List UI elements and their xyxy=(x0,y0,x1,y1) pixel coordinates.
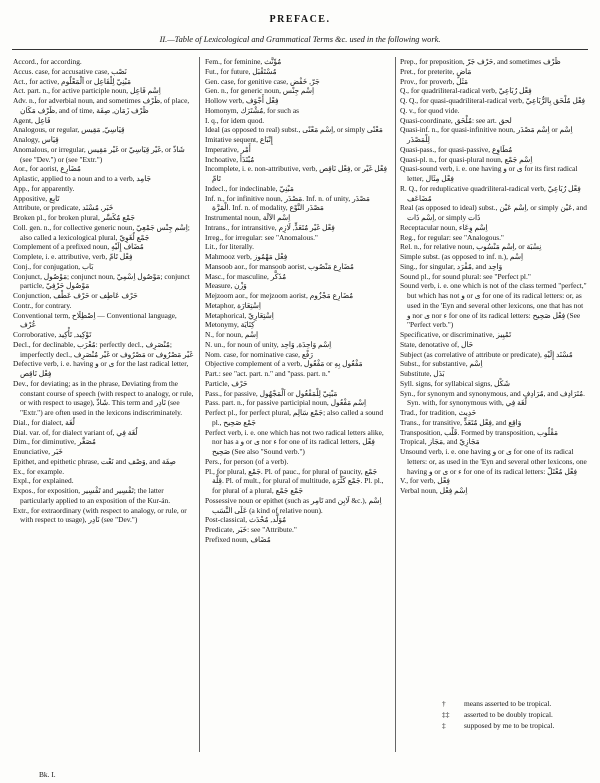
glossary-entry: Prefixed noun, مُضَاف xyxy=(205,534,271,544)
glossary-entry: Mejzoom aor., for mejzoom aorist, مُضَارِع مَجْزُوم xyxy=(205,291,354,300)
glossary-entry: Sing., for singular, مُفْرَد, and وَاحِد xyxy=(400,261,503,271)
legend-row xyxy=(442,709,592,720)
legend-text: asserted to be doubly tropical. xyxy=(464,710,553,719)
glossary-entry: Pass., for passive, اَلْمَجْهُول or مَبْنِيّ لِلْمَفْعُول xyxy=(205,388,338,398)
glossary-entry: Analogous, or regular, قِيَاسِيّ, مَقِيس xyxy=(13,125,125,135)
glossary-entry: Gen. case, for genitive case, جَرّ, خَفْض xyxy=(205,76,320,86)
glossary-entry: Agent, فَاعِل xyxy=(13,115,51,125)
glossary-entry: Indecl., for indeclinable, مَبْنِيّ xyxy=(205,183,294,193)
glossary-entry: Lit., for literally. xyxy=(205,242,254,252)
glossary-entry: Q. v., for quod vide. xyxy=(400,105,460,115)
glossary-entry: Dial., for dialect, لُغَة xyxy=(13,417,75,427)
glossary-entry: I. q., for idem quod. xyxy=(205,115,265,125)
glossary-entry: State, denotative of, حَال xyxy=(400,339,474,349)
glossary-entry: Quasi-coordinate, مُلْحَق: see art. لحق xyxy=(400,115,512,125)
legend-symbol: ‡‡ xyxy=(442,710,450,719)
glossary-entry: Measure, وَزْن xyxy=(205,281,247,291)
glossary-entry: Possessive noun or epithet (such as تَامِر and لَابِن &c.), اِسْم عَلَى النَّسَب (a kind of relative noun). xyxy=(205,495,382,515)
glossary-entry: Transposition, قَلْب. Formed by transposition, مَقْلُوب xyxy=(400,427,558,437)
glossary-entry: Objective complement of a verb, مَفْعُول or مَفْعُول بِهِ xyxy=(205,359,363,369)
glossary-entry: Coll. gen. n., for collective generic noun, اِسْم جِنْس جَمْعِيّ; also called a lexicological plural, جَمْع لُغَوِيّ xyxy=(13,222,190,242)
legend-symbol: † xyxy=(442,699,446,708)
glossary-entry: Dial. var. of, for dialect variant of, لُغَة فِي xyxy=(13,427,138,437)
table-title: II.—Table of Lexicological and Grammatical Terms &c. used in the following work. xyxy=(159,35,441,44)
glossary-entry: Accord., for according. xyxy=(13,57,82,66)
glossary-entry: Act. part. n., for active participle noun, اِسْم فَاعِل xyxy=(13,86,161,96)
glossary-entry: Specificative, or discriminative, تَمْيِيز xyxy=(400,330,512,339)
running-head: PREFACE. xyxy=(269,14,331,25)
glossary-entry: Q. Q., for quasi-quadriliteral-radical verb, فِعْل مُلْحَق بِالرُّبَاعِيّ xyxy=(400,96,586,105)
glossary-entry: Prov., for proverb, مَثَل xyxy=(400,76,468,86)
glossary-entry: Imperative, أَمْر xyxy=(205,144,251,154)
glossary-entry: V., for verb, فِعْل xyxy=(400,476,450,486)
glossary-entry: Irreg., for irregular: see "Anomalous." xyxy=(205,232,318,242)
glossary-entry: Verbal noun, اِسْم فِعْل xyxy=(400,486,468,495)
glossary-entry: Incomplete, i. e. non-attributive, verb, فِعْل نَاقِص, or فِعْل غَيْر تَامّ xyxy=(205,164,387,183)
glossary-entry: Pret., for preterite, مَاضٍ xyxy=(400,66,472,76)
glossary-entry: Perfect verb, i. e. one which has not two radical letters alike, nor has a و or ى nor ء for one of its radical letters, فِعْل صَحِيح (See also "Sound verb.") xyxy=(205,427,384,456)
glossary-entry: Defective verb, i. e. having و or ى for the last radical letter, فِعْل نَاقِص xyxy=(13,359,189,378)
glossary-entry: Gen. n., for generic noun, اِسْم جِنْس xyxy=(205,86,315,96)
glossary-entry: Homonym, مُشْتَرَك, for such as xyxy=(205,105,299,115)
glossary-entry: Simple subst. (as opposed to inf. n.), اِسْم xyxy=(400,252,523,261)
glossary-entry: Syll. signs, for syllabical signs, شَكْل xyxy=(400,378,510,388)
glossary-entry: Q., for quadriliteral-radical verb, فِعْل رُبَاعِيّ xyxy=(400,86,532,96)
glossary-entry: Complete, i. e. attributive, verb, فِعْل تَامّ xyxy=(13,252,133,261)
column-divider xyxy=(199,57,200,752)
glossary-entry: N., for noun, اِسْم xyxy=(205,330,258,339)
glossary-entry: Extr., for extraordinary (with respect to analogy, or rule, or with respect to usage), نَادِر (see "Dev.") xyxy=(13,505,187,525)
glossary-entry: Quasi-sound verb, i. e. one having و or ى for its first radical letter, فِعْل مِثَال xyxy=(400,164,578,183)
glossary-entry: Perfect pl., for perfect plural, جَمْع سَالِم; also called a sound pl., جَمْع صَحِيح xyxy=(205,408,384,427)
glossary-entry: Pers., for person (of a verb). xyxy=(205,456,289,466)
glossary-entry: Instrumental noun, اِسْم الآلَة xyxy=(205,213,291,222)
glossary-entry: Ex., for example. xyxy=(13,466,65,476)
glossary-entry: Rel. n., for relative noun, اِسْم مَنْسُوب, or نِسْبَة xyxy=(400,242,542,252)
legend-row xyxy=(442,698,592,709)
legend-text: supposed by me to be tropical. xyxy=(464,721,555,730)
glossary-entry: Aplastic, applied to a noun and to a verb, جَامِد xyxy=(13,174,152,183)
glossary-entry: Syn., for synonym and synonymous, and مُرَادِف, and مُتَرَادِف. Syn. with, for synonymous with, لُغَة فِي xyxy=(400,388,585,408)
glossary-entry: Quasi-pl. n., for quasi-plural noun, اِسْم جَمْع xyxy=(400,154,533,164)
glossary-column-3 xyxy=(400,57,588,752)
glossary-entry: R. Q., for reduplicative quadriliteral-radical verb, فِعْل رُبَاعِيّ مُضَاعَف xyxy=(400,183,581,203)
glossary-entry: Adv. n., for adverbial noun, and sometimes ظَرْف, of place, ظَرْف مَكَان, and of time, ظَرْف زَمَان, صِفَة xyxy=(13,96,190,115)
glossary-entry: Fut., for future, مُسْتَقْبَل xyxy=(205,66,277,76)
glossary-entry: Receptacular noun, اِسْم وِعَاء xyxy=(400,222,488,232)
glossary-entry: Analogy, قِيَاس xyxy=(13,135,59,144)
glossary-entry: Tropical, مَجَاز, and مَجَازِيّ xyxy=(400,437,480,447)
glossary-entry: Expl., for explained. xyxy=(13,476,74,486)
glossary-entry: Substitute, بَدَل xyxy=(400,369,445,378)
glossary-entry: Accus. case, for accusative case, نَصْب xyxy=(13,66,127,76)
glossary-entry: Attribute, or predicate, خَبَر, مُسْنَد xyxy=(13,203,114,213)
glossary-entry: Subst., for substantive, اِسْم xyxy=(400,359,483,369)
glossary-entry: Conjunct, مَوْصُول; conjunct noun, مَوْصُول اِسْمِيّ; conjunct particle, مَوْصُول حَرْفِيّ xyxy=(13,271,190,291)
glossary-entry: Intrans., for intransitive, فِعْل غَيْر مُتَعَدٍّ, لَازِم xyxy=(205,222,335,232)
glossary-entry: Predicate, خَبَر: see "Attribute." xyxy=(205,525,297,534)
glossary-entry: Hollow verb, فِعْل أَجْوَف xyxy=(205,96,279,105)
glossary-entry: Unsound verb, i. e. one having و or ى for one of its radical letters: or, as used in the 'Eyn and several other lexicons, one having و or ى or ء for one of its radical letters: فِعْل مُعْتَلّ xyxy=(400,447,587,476)
glossary-entry: Enunciative, خَبَر xyxy=(13,447,63,456)
glossary-entry: Appositive, تَابِع xyxy=(13,193,60,203)
glossary-entry: App., for apparently. xyxy=(13,183,75,193)
column-divider xyxy=(395,57,396,752)
glossary-entry: Masc., for masculine, مُذَكَّر xyxy=(205,271,287,281)
glossary-column-2 xyxy=(205,57,390,752)
signature-mark: Bk. I. xyxy=(39,770,56,779)
glossary-entry: Metonymy, كِنَايَة xyxy=(205,320,255,330)
glossary-column-1 xyxy=(13,57,194,752)
glossary-entry: Mahmooz verb, فِعْل مَهْمُوز xyxy=(205,252,288,261)
glossary-entry: Aor., for aorist, مُضَارِع xyxy=(13,164,81,174)
glossary-entry: Fem., for feminine, مُؤَنَّث xyxy=(205,57,282,66)
glossary-entry: Sound pl., for sound plural: see "Perfect pl." xyxy=(400,271,531,281)
glossary-entry: Inf. n., for infinitive noun, مَصْدَر. Inf. n. of unity, مَصْدَر الْمَرَّة. Inf. n. of modality, مَصْدَر النَّوْع xyxy=(205,193,370,213)
glossary-entry: Conjunction, حَرْف عَطْف or حَرْف عَاطِف xyxy=(13,291,138,300)
glossary-entry: Metaphor, اِسْتِعَارَة xyxy=(205,300,261,310)
glossary-entry: Epithet, and epithetic phrase, نَعْت and وَصْف, and صِفَة xyxy=(13,456,176,466)
glossary-entry: Conventional term, اِصْطِلَاح — Conventional language, عُرْف xyxy=(13,310,177,330)
glossary-entry: Reg., for regular: see "Analogous." xyxy=(400,232,504,242)
glossary-entry: Subject (as correlative of attribute or predicate), مُسْنَد إِلَيْهِ xyxy=(400,349,573,359)
glossary-entry: Quasi-pass., for quasi-passive, مُطَاوِع xyxy=(400,144,513,154)
glossary-entry: Pass. part. n., for passive participial noun, اِسْم مَفْعُول xyxy=(205,398,367,408)
glossary-entry: Anomalous, or irregular, غَيْر مَقِيس or غَيْر قِيَاسِيّ, or شَاذّ (see "Dev.") or (see "Extr.") xyxy=(13,144,185,164)
glossary-entry: Act., for active, اَلْمَعْلُوم or مَبْنِيّ لِلْفَاعِل xyxy=(13,76,131,86)
glossary-entry: Particle, حَرْف xyxy=(205,378,248,388)
legend-symbol: ‡ xyxy=(442,721,446,730)
glossary-entry: Dim., for diminutive, مُصَغَّر xyxy=(13,437,96,447)
glossary-entry: Prep., for preposition, حَرْف جَرّ, and sometimes ظَرْف xyxy=(400,57,561,66)
header-rule xyxy=(12,49,588,50)
glossary-entry: Quasi-inf. n., for quasi-infinitive noun, اِسْم مَصْدَر or اِسْم لِلْمَصْدَر xyxy=(400,125,573,144)
glossary-entry: Dev., for deviating; as in the phrase, Deviating from the constant course of speech (with respect to analogy, or rule, or with respect to usage), شَاذّ. This term and نَادِر (see "Extr.") are often used in the lexicons indiscriminately. xyxy=(13,378,194,417)
glossary-entry: Sound verb, i. e. one which is not of the class termed "perfect," but which has not و or ى for one of its radical letters: or, as used in the 'Eyn and several other lexicons, one that has not و nor ى nor ء for one of its radical letters: فِعْل صَحِيح (See "Perfect verb.") xyxy=(400,281,587,330)
glossary-entry: Decl., for declinable, مُعْرَب: perfectly decl., مُنْصَرِف; imperfectly decl., غَيْر مُنْصَرِف or مَصْرُوف or غَيْر مَصْرُوف xyxy=(13,339,194,359)
glossary-entry: Broken pl., for broken plural, جَمْع مُكَسَّر xyxy=(13,213,136,222)
glossary-entry: Post-classical, مُوَلَّد, مُحْدَث xyxy=(205,515,287,525)
glossary-entry: Ideal (as opposed to real) subst., اِسْم مَعْنًى, or simply مَعْنًى xyxy=(205,125,383,135)
glossary-entry: N. un., for noun of unity, اِسْم وَاحِدَة, وَاحِد xyxy=(205,339,332,349)
legend-text: means asserted to be tropical. xyxy=(464,699,552,708)
glossary-entry: Real (as opposed to ideal) subst., اِسْم عَيْن, or simply عَيْن, and اِسْم ذَات, or simply ذَات xyxy=(400,203,587,222)
glossary-entry: Complement of a prefixed noun, مُضَاف إِلَيْهِ xyxy=(13,242,144,252)
glossary-entry: Corroborative, تَوْكِيد, تَأْكِيد xyxy=(13,330,92,339)
glossary-entry: Conj., for conjugation, بَاب xyxy=(13,261,94,271)
glossary-entry: Mansoob aor., for mansoob aorist, مُضَارِع مَنْصُوب xyxy=(205,261,354,271)
glossary-entry: Trans., for transitive, فِعْل مُتَعَدٍّ, and وَاقِع xyxy=(400,417,522,427)
glossary-entry: Inchoative, مُبْتَدَأ xyxy=(205,154,255,164)
glossary-entry: Pl., for plural, جَمْع. Pl. of pauc., for plural of paucity, جَمْع قِلَّة. Pl. of mult., for plural of multitude, جَمْع كَثْرَة. Pl. pl., for plural of a plural, جَمْع جَمْع xyxy=(205,466,384,495)
glossary-entry: Metaphorical, اِسْتِعَارِيّ xyxy=(205,310,274,320)
glossary-entry: Expos., for exposition, تَفْسِير and تَفْسِير; the latter particularly applied to an exposition of the Kur-án. xyxy=(13,486,171,505)
glossary-entry: Imitative sequent, إِتْبَاع xyxy=(205,135,273,144)
legend-row xyxy=(442,720,592,731)
glossary-entry: Trad., for tradition, حَدِيث xyxy=(400,408,477,417)
glossary-entry: Nom. case, for nominative case, رَفْع xyxy=(205,349,313,359)
glossary-entry: Part.: see "act. part. n." and "pass. part. n." xyxy=(205,369,331,378)
glossary-entry: Contr., for contrary. xyxy=(13,300,72,310)
symbol-legend xyxy=(442,698,592,731)
